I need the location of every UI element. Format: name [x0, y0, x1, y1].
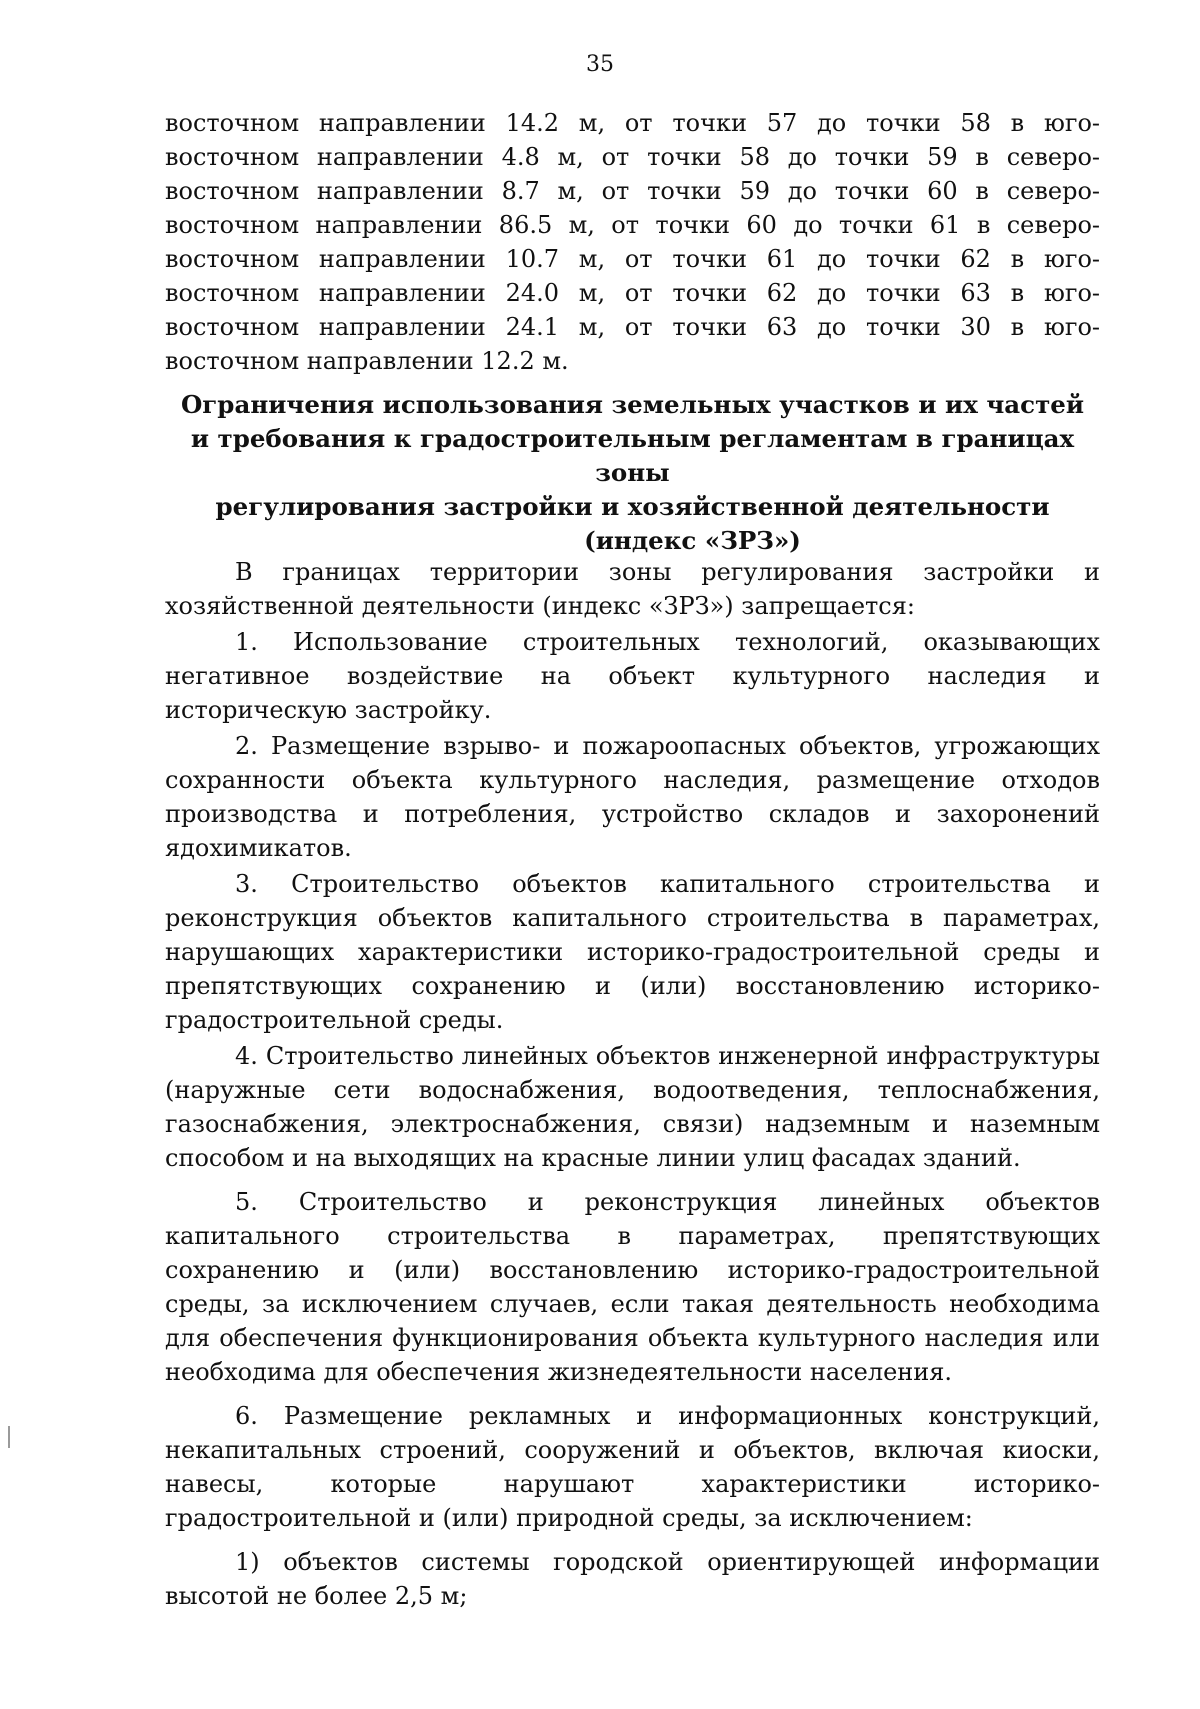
list-item: 3. Строительство объектов капитального строительства и реконструкция объектов капитального строительства в параметрах, нарушающих характеристики историко-градостроительной среды и препятствующих сохранению и (или) восстановлению историко-градостроительной среды. — [165, 870, 1100, 1034]
list-item: 4. Строительство линейных объектов инженерной инфраструктуры (наружные сети водоснабжения, водоотведения, теплоснабжения, газоснабжения, электроснабжения, связи) надземным и наземным способом и на выходящих на красные линии улиц фасадах зданий. — [165, 1042, 1100, 1172]
page-number: 35 — [586, 52, 614, 77]
list-item: 6. Размещение рекламных и информационных конструкций, некапитальных строений, сооружений и объектов, включая киоски, навесы, которые нарушают характеристики историко-градостроительной и (или) природной среды, за исключением: — [165, 1402, 1100, 1532]
intro-block — [165, 106, 1100, 378]
heading-line: регулирования застройки и хозяйственной деятельности — [215, 492, 1050, 521]
body-block — [165, 555, 1100, 1613]
section-heading — [165, 388, 1100, 558]
scan-edge-mark — [8, 1426, 10, 1448]
heading-line: и требования к градостроительным регламентам в границах зоны — [190, 424, 1075, 487]
list-item: 5. Строительство и реконструкция линейных объектов капитального строительства в параметрах, препятствующих сохранению и (или) восстановлению историко-градостроительной среды, за исключением случаев, если такая деятельность необходима для обеспечения функционирования объекта культурного наследия или необходима для обеспечения жизнедеятельности населения. — [165, 1188, 1100, 1386]
lead-paragraph: В границах территории зоны регулирования застройки и хозяйственной деятельности (индекс «ЗРЗ») запрещается: — [165, 558, 1100, 620]
heading-line: (индекс «ЗРЗ») — [584, 526, 801, 555]
heading-line: Ограничения использования земельных участков и их частей — [180, 390, 1085, 419]
list-item: 1) объектов системы городской ориентирующей информации высотой не более 2,5 м; — [165, 1548, 1100, 1610]
list-item: 2. Размещение взрыво- и пожароопасных объектов, угрожающих сохранности объекта культурного наследия, размещение отходов производства и потребления, устройство складов и захоронений ядохимикатов. — [165, 732, 1100, 862]
list-item: 1. Использование строительных технологий, оказывающих негативное воздействие на объект культурного наследия и историческую застройку. — [165, 628, 1100, 724]
intro-paragraph: восточном направлении 14.2 м, от точки 57 до точки 58 в юго-восточном направлении 4.8 м, от точки 58 до точки 59 в северо-восточном направлении 8.7 м, от точки 59 до точки 60 в северо-восточном направлении 86.5 м, от точки 60 до точки 61 в северо-восточном направлении 10.7 м, от точки 61 до точки 62 в юго-восточном направлении 24.0 м, от точки 62 до точки 63 в юго-восточном направлении 24.1 м, от точки 63 до точки 30 в юго-восточном направлении 12.2 м. — [165, 109, 1100, 375]
